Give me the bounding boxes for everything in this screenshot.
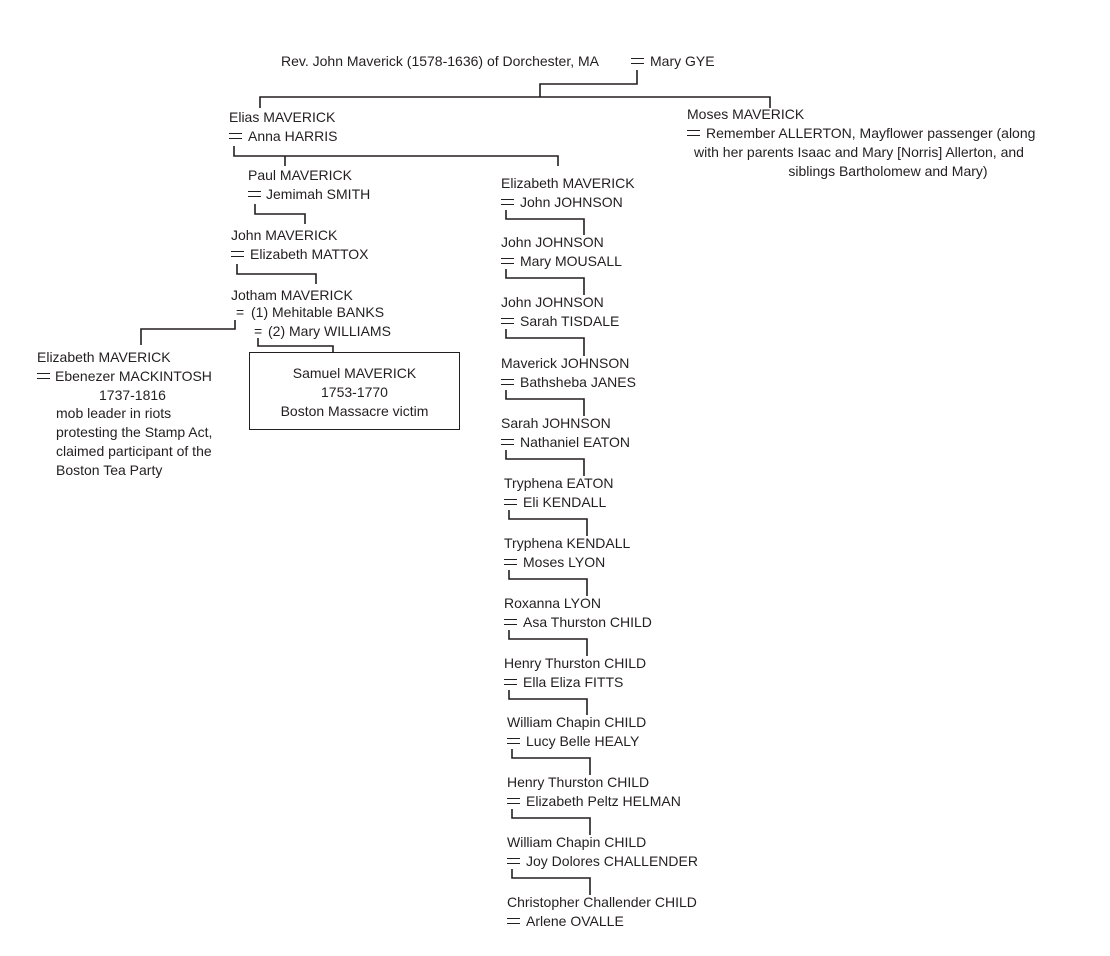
samuel-years: 1753-1770 <box>321 384 388 400</box>
lineage-spouse-name: Lucy Belle HEALY <box>526 733 640 749</box>
elias-name: Elias MAVERICK <box>229 109 336 125</box>
moses-spouse-line3: siblings Bartholomew and Mary) <box>788 163 988 179</box>
marriage-symbol <box>231 251 244 257</box>
marriage-symbol <box>501 258 514 264</box>
lineage-spouse-name: Nathaniel EATON <box>520 434 630 450</box>
connector-lineage <box>512 809 590 835</box>
lineage-person-name: Elizabeth MAVERICK <box>501 175 635 191</box>
marriage-symbol <box>507 858 520 864</box>
connector-lineage <box>512 749 590 775</box>
connector-jotham-williams <box>258 338 333 352</box>
lineage-person-name: Henry Thurston CHILD <box>507 774 650 790</box>
marriage-symbol: = <box>236 304 245 320</box>
lineage-person-name: Christopher Challender CHILD <box>507 894 697 910</box>
paul-name: Paul MAVERICK <box>248 167 352 183</box>
connector-lineage <box>512 869 590 895</box>
connector-jotham-banks <box>141 320 235 345</box>
elizabeth-maverick-name: Elizabeth MAVERICK <box>37 349 171 365</box>
marriage-symbol <box>507 918 520 924</box>
jotham-spouse-1: (1) Mehitable BANKS <box>251 304 385 320</box>
lineage-person-name: John JOHNSON <box>501 234 604 250</box>
lineage-spouse-name: John JOHNSON <box>520 194 623 210</box>
elias-spouse: Anna HARRIS <box>248 128 338 144</box>
connector-paul <box>255 204 305 224</box>
connector-lineage <box>506 269 584 295</box>
lineage-spouse-name: Bathsheba JANES <box>520 374 636 390</box>
lineage-spouse-name: Joy Dolores CHALLENDER <box>526 853 698 869</box>
lineage-person-name: Maverick JOHNSON <box>501 355 630 371</box>
marriage-symbol: = <box>254 323 263 339</box>
moses-name: Moses MAVERICK <box>687 106 805 122</box>
lineage-spouse-name: Mary MOUSALL <box>520 253 622 269</box>
ebenezer-years: 1737-1816 <box>99 387 166 403</box>
connector-john <box>237 264 316 284</box>
root-wife: Mary GYE <box>650 53 715 69</box>
marriage-symbol <box>504 559 517 565</box>
connector-elias <box>234 146 558 166</box>
connector-lineage <box>506 210 584 235</box>
marriage-symbol <box>501 199 514 205</box>
marriage-symbol <box>229 133 242 139</box>
lineage-spouse-name: Ella Eliza FITTS <box>523 674 624 690</box>
lineage-spouse-name: Elizabeth Peltz HELMAN <box>526 793 681 809</box>
marriage-symbol <box>504 499 517 505</box>
moses-spouse-line1: Remember ALLERTON, Mayflower passenger (along <box>706 125 1036 141</box>
marriage-symbol <box>501 379 514 385</box>
moses-spouse-line2: with her parents Isaac and Mary [Norris] Allerton, and <box>694 144 1024 160</box>
lineage-spouse-name: Eli KENDALL <box>523 494 607 510</box>
ebenezer-note-line: protesting the Stamp Act, <box>56 424 213 440</box>
lineage-spouse-name: Asa Thurston CHILD <box>523 614 652 630</box>
marriage-symbol <box>504 619 517 625</box>
connector-lineage <box>506 329 584 356</box>
jotham-spouse-2: (2) Mary WILLIAMS <box>268 323 391 339</box>
samuel-maverick-box <box>249 352 460 430</box>
marriage-symbol <box>631 58 644 64</box>
marriage-symbol <box>248 191 261 197</box>
john-name: John MAVERICK <box>231 227 338 243</box>
lineage-spouse-name: Arlene OVALLE <box>526 913 624 929</box>
marriage-symbol <box>501 318 514 324</box>
connector-root <box>260 70 770 108</box>
lineage-person-name: William Chapin CHILD <box>507 714 647 730</box>
marriage-symbol <box>504 679 517 685</box>
marriage-symbol <box>687 130 700 136</box>
samuel-name: Samuel MAVERICK <box>292 365 417 381</box>
connector-lineage <box>509 690 587 715</box>
lineage-person-name: Henry Thurston CHILD <box>504 655 647 671</box>
lineage-person-name: Sarah JOHNSON <box>501 415 611 431</box>
root-husband: Rev. John Maverick (1578-1636) of Dorchester, MA <box>281 53 599 69</box>
lineage-person-name: William Chapin CHILD <box>507 834 647 850</box>
paul-spouse: Jemimah SMITH <box>266 186 371 202</box>
lineage-person-name: Roxanna LYON <box>504 595 602 611</box>
lineage-person-name: Tryphena KENDALL <box>504 535 631 551</box>
ebenezer-note-line: claimed participant of the <box>56 443 212 459</box>
jotham-name: Jotham MAVERICK <box>231 287 353 303</box>
lineage-person-name: John JOHNSON <box>501 294 604 310</box>
ebenezer-mackintosh: Ebenezer MACKINTOSH <box>55 368 212 384</box>
marriage-symbol <box>507 798 520 804</box>
marriage-symbol <box>507 738 520 744</box>
ebenezer-note-line: mob leader in riots <box>56 405 172 421</box>
connector-lineage <box>509 510 587 536</box>
connector-lineage <box>506 450 584 476</box>
marriage-symbol <box>501 439 514 445</box>
john-spouse: Elizabeth MATTOX <box>250 246 369 262</box>
ebenezer-note-line: Boston Tea Party <box>56 462 163 478</box>
samuel-note: Boston Massacre victim <box>280 403 429 419</box>
lineage-person-name: Tryphena EATON <box>504 475 614 491</box>
lineage-spouse-name: Moses LYON <box>523 554 606 570</box>
marriage-symbol <box>37 373 50 379</box>
connector-lineage <box>509 570 587 596</box>
connector-lineage <box>506 390 584 416</box>
connector-lineage <box>509 630 587 656</box>
lineage-spouse-name: Sarah TISDALE <box>520 313 620 329</box>
